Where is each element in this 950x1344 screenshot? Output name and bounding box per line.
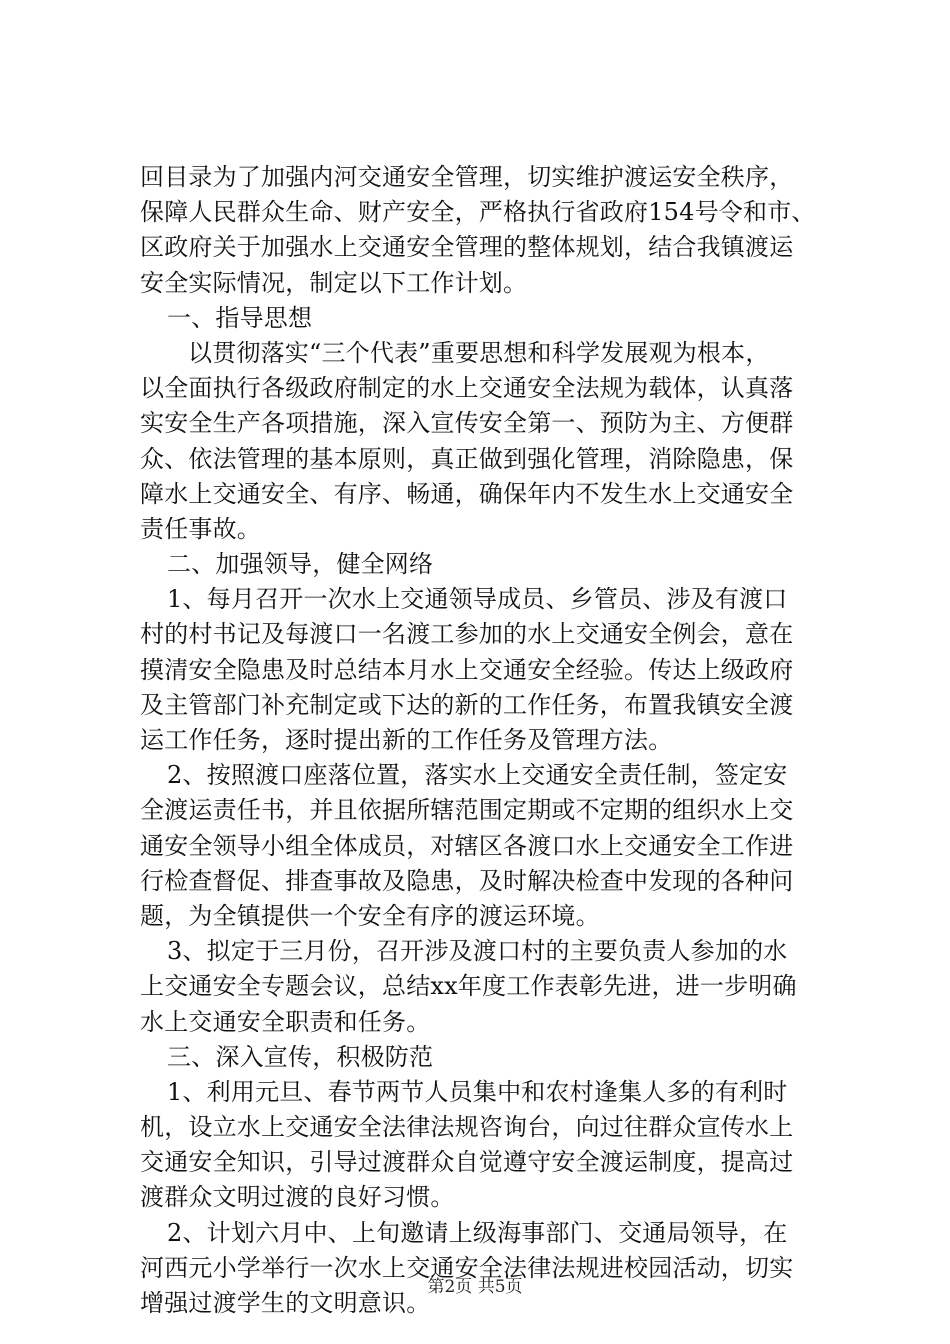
- document-body: [140, 160, 830, 1321]
- text-line: 以全面执行各级政府制定的水上交通安全法规为载体，认真落: [140, 374, 794, 403]
- text-line: 2、按照渡口座落位置，落实水上交通安全责任制，签定安: [167, 761, 788, 790]
- text-line: 通安全领导小组全体成员，对辖区各渡口水上交通安全工作进: [140, 831, 794, 860]
- text-line: 渡群众文明过渡的良好习惯。: [140, 1183, 455, 1212]
- text-line: 2、计划六月中、上旬邀请上级海事部门、交通局领导，在: [167, 1218, 788, 1247]
- text-line: 村的村书记及每渡口一名渡工参加的水上交通安全例会，意在: [140, 620, 794, 649]
- text-line: 回目录为了加强内河交通安全管理，切实维护渡运安全秩序，: [140, 163, 794, 191]
- text-line: 摸清安全隐患及时总结本月水上交通安全经验。传达上级政府: [140, 655, 794, 684]
- text-line: 1、每月召开一次水上交通领导成员、乡管员、涉及有渡口: [167, 585, 788, 614]
- text-line: 题，为全镇提供一个安全有序的渡运环境。: [140, 901, 600, 930]
- text-line: 河西元小学举行一次水上交通安全法律法规进校园活动，切实: [140, 1253, 794, 1282]
- text-line: 3、拟定于三月份，召开涉及渡口村的主要负责人参加的水: [167, 937, 788, 966]
- text-line: 交通安全知识，引导过渡群众自觉遵守安全渡运制度，提高过: [140, 1148, 794, 1177]
- text-line: 运工作任务，逐时提出新的工作任务及管理方法。: [140, 726, 673, 754]
- text-line: 三、深入宣传，积极防范: [167, 1042, 434, 1071]
- text-line: 增强过渡学生的文明意识。: [140, 1289, 431, 1317]
- text-line: 水上交通安全职责和任务。: [140, 1007, 431, 1036]
- text-line: 全渡运责任书，并且依据所辖范围定期或不定期的组织水上交: [140, 796, 794, 825]
- text-line: 保障人民群众生命、财产安全，严格执行省政府154号令和市、: [140, 198, 816, 227]
- text-line: 实安全生产各项措施，深入宣传安全第一、预防为主、方便群: [140, 409, 794, 438]
- text-line: 责任事故。: [140, 514, 261, 543]
- text-line: 1、利用元旦、春节两节人员集中和农村逢集人多的有利时: [167, 1077, 788, 1106]
- text-line: 障水上交通安全、有序、畅通，确保年内不发生水上交通安全: [140, 479, 794, 508]
- text-line: 众、依法管理的基本原则，真正做到强化管理，消除隐患，保: [140, 444, 794, 473]
- text-line: 行检查督促、排查事故及隐患，及时解决检查中发现的各种问: [140, 866, 794, 895]
- text-line: 以贯彻落实“三个代表”重要思想和科学发展观为根本，: [188, 338, 770, 367]
- text-line: 区政府关于加强水上交通安全管理的整体规划，结合我镇渡运: [140, 233, 794, 262]
- text-line: 二、加强领导，健全网络: [167, 550, 434, 579]
- text-line: 上交通安全专题会议，总结xx年度工作表彰先进，进一步明确: [140, 972, 797, 1001]
- text-line: 机，设立水上交通安全法律法规咨询台，向过往群众宣传水上: [140, 1113, 794, 1142]
- text-line: 及主管部门补充制定或下达的新的工作任务，布置我镇安全渡: [140, 690, 794, 719]
- text-line: 安全实际情况，制定以下工作计划。: [140, 268, 528, 297]
- text-line: 一、指导思想: [167, 303, 313, 332]
- page-footer: 第2页 共5页: [427, 1277, 523, 1297]
